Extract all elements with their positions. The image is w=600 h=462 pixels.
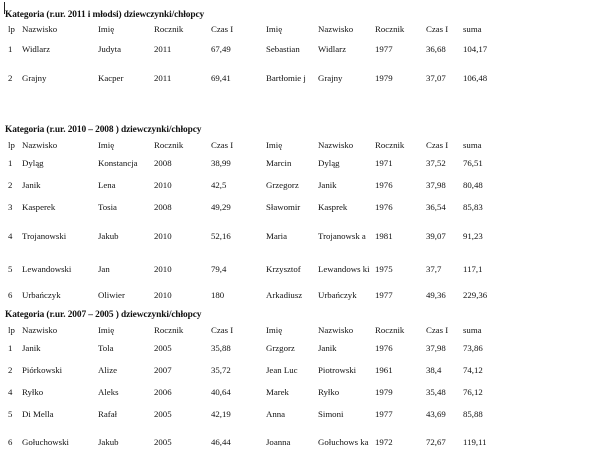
cell-rocznik: 2010	[154, 231, 172, 241]
header-imie-parent: Imię	[266, 324, 283, 335]
cell-czas-parent: 37,98	[426, 180, 446, 190]
cell-nazwisko-parent: Janik	[318, 180, 337, 190]
cell-rocznik: 2010	[154, 290, 172, 300]
cell-rocznik: 2011	[154, 73, 172, 83]
cell-imie-parent: Grzgorz	[266, 343, 295, 353]
cell-imie-parent: Anna	[266, 409, 286, 419]
table-row	[5, 174, 520, 196]
section-2-table	[5, 137, 520, 306]
cell-lp: 1	[8, 44, 13, 54]
cell-nazwisko: Urbańczyk	[22, 290, 61, 300]
cell-imie: Oliwier	[98, 290, 125, 300]
cell-nazwisko: Lewandowski	[22, 264, 72, 274]
cell-czas: 35,88	[211, 343, 231, 353]
cell-suma: 229,36	[463, 290, 488, 300]
cell-lp: 6	[8, 437, 13, 447]
cell-nazwisko: Kasperek	[22, 202, 56, 212]
cell-imie: Judyta	[98, 44, 121, 54]
header-czas-parent: Czas I	[426, 139, 449, 150]
cell-rocznik-parent: 1975	[375, 264, 393, 274]
cell-suma: 85,88	[463, 409, 483, 419]
cell-czas-parent: 38,4	[426, 365, 442, 375]
header-rocznik: Rocznik	[154, 324, 184, 335]
cell-rocznik: 2006	[154, 387, 172, 397]
header-nazwisko: Nazwisko	[22, 23, 58, 34]
cell-suma: 117,1	[463, 264, 483, 274]
cell-imie: Tola	[98, 343, 114, 353]
cell-rocznik-parent: 1977	[375, 44, 393, 54]
cell-nazwisko-parent: Simoni	[318, 409, 344, 419]
cell-rocznik-parent: 1976	[375, 180, 393, 190]
cell-czas-parent: 39,07	[426, 231, 446, 241]
cell-nazwisko: Janik	[22, 343, 41, 353]
section-3-table	[5, 322, 520, 459]
cell-suma: 91,23	[463, 231, 483, 241]
table-row	[5, 425, 520, 459]
cell-czas-parent: 37,98	[426, 343, 446, 353]
header-czas: Czas I	[211, 139, 234, 150]
header-nazwisko: Nazwisko	[22, 324, 58, 335]
cell-nazwisko: Di Mella	[22, 409, 54, 419]
cell-czas-parent: 49,36	[426, 290, 446, 300]
cell-imie: Tosia	[98, 202, 117, 212]
header-imie: Imię	[98, 23, 115, 34]
header-suma: suma	[463, 139, 482, 150]
header-imie-parent: Imię	[266, 139, 283, 150]
cell-rocznik-parent: 1979	[375, 387, 393, 397]
header-nazwisko-parent: Nazwisko	[318, 23, 354, 34]
cell-czas: 67,49	[211, 44, 231, 54]
cell-czas: 69,41	[211, 73, 231, 83]
cell-imie-parent: Sebastian	[266, 44, 300, 54]
cell-czas-parent: 37,52	[426, 158, 446, 168]
cell-rocznik-parent: 1977	[375, 409, 393, 419]
cell-czas-parent: 37,07	[426, 73, 446, 83]
cell-rocznik: 2010	[154, 264, 172, 274]
header-suma: suma	[463, 23, 482, 34]
cell-lp: 2	[8, 73, 13, 83]
header-czas-parent: Czas I	[426, 324, 449, 335]
cell-imie: Konstancja	[98, 158, 138, 168]
cell-lp: 2	[8, 365, 13, 375]
cell-lp: 2	[8, 180, 13, 190]
cell-imie-parent: Maria	[266, 231, 288, 241]
header-czas: Czas I	[211, 324, 234, 335]
table-header-row	[5, 21, 520, 36]
cell-imie: Rafał	[98, 409, 118, 419]
cell-czas: 38,99	[211, 158, 231, 168]
table-row	[5, 284, 520, 306]
cell-rocznik-parent: 1981	[375, 231, 393, 241]
cell-czas: 40,64	[211, 387, 231, 397]
cell-lp: 4	[8, 387, 13, 397]
cell-rocznik: 2008	[154, 158, 172, 168]
cell-suma: 76,51	[463, 158, 483, 168]
cell-suma: 76,12	[463, 387, 483, 397]
header-nazwisko-parent: Nazwisko	[318, 324, 354, 335]
cell-czas-parent: 43,69	[426, 409, 446, 419]
cell-imie-parent: Arkadiusz	[266, 290, 303, 300]
table-row	[5, 359, 520, 381]
cell-imie: Jakub	[98, 437, 119, 447]
cell-nazwisko-parent: Kasprek	[318, 202, 348, 212]
cell-lp: 4	[8, 231, 13, 241]
cell-nazwisko-parent: Ryłko	[318, 387, 340, 397]
header-rocznik: Rocznik	[154, 23, 184, 34]
cell-nazwisko: Widlarz	[22, 44, 50, 54]
cell-rocznik-parent: 1977	[375, 290, 393, 300]
cell-nazwisko-parent: Lewandows ki	[318, 264, 370, 274]
cell-lp: 5	[8, 409, 13, 419]
cell-czas-parent: 37,7	[426, 264, 442, 274]
cell-nazwisko: Ryłko	[22, 387, 44, 397]
header-rocznik: Rocznik	[154, 139, 184, 150]
cell-nazwisko-parent: Grajny	[318, 73, 343, 83]
cell-lp: 1	[8, 343, 13, 353]
cell-nazwisko: Dyląg	[22, 158, 44, 168]
cell-rocznik-parent: 1979	[375, 73, 393, 83]
cell-nazwisko-parent: Widlarz	[318, 44, 346, 54]
cell-czas: 49,29	[211, 202, 231, 212]
cell-lp: 6	[8, 290, 13, 300]
cell-nazwisko-parent: Gołuchows ka	[318, 437, 369, 447]
cell-czas-parent: 36,54	[426, 202, 446, 212]
header-lp: lp	[8, 23, 15, 34]
table-row	[5, 36, 520, 62]
cell-rocznik: 2010	[154, 180, 172, 190]
table-header-row	[5, 137, 520, 152]
header-lp: lp	[8, 324, 15, 335]
cell-lp: 5	[8, 264, 13, 274]
cell-nazwisko: Trojanowski	[22, 231, 67, 241]
table-row	[5, 381, 520, 403]
cell-nazwisko-parent: Urbańczyk	[318, 290, 357, 300]
cell-rocznik-parent: 1976	[375, 202, 393, 212]
header-imie: Imię	[98, 324, 115, 335]
header-rocznik-parent: Rocznik	[375, 324, 405, 335]
cell-czas: 52,16	[211, 231, 231, 241]
section-1-title: Kategoria (r.ur. 2011 i młodsi) dziewczynki/chłopcy	[5, 10, 205, 20]
cell-rocznik-parent: 1971	[375, 158, 393, 168]
cell-nazwisko: Gołuchowski	[22, 437, 69, 447]
cell-suma: 80,48	[463, 180, 483, 190]
cell-czas-parent: 72,67	[426, 437, 446, 447]
cell-czas: 46,44	[211, 437, 231, 447]
cell-imie-parent: Jean Luc	[266, 365, 298, 375]
header-nazwisko: Nazwisko	[22, 139, 58, 150]
cell-suma: 106,48	[463, 73, 488, 83]
cell-czas: 42,5	[211, 180, 227, 190]
cell-rocznik-parent: 1976	[375, 343, 393, 353]
cell-rocznik: 2011	[154, 44, 172, 54]
cell-czas-parent: 36,68	[426, 44, 446, 54]
header-imie: Imię	[98, 139, 115, 150]
cell-nazwisko: Piórkowski	[22, 365, 63, 375]
cell-rocznik-parent: 1961	[375, 365, 393, 375]
section-3-title: Kategoria (r.ur. 2007 – 2005 ) dziewczynki/chłopcy	[5, 310, 202, 320]
cell-imie: Alize	[98, 365, 118, 375]
cell-nazwisko: Grajny	[22, 73, 47, 83]
cell-imie: Jan	[98, 264, 110, 274]
table-row	[5, 218, 520, 254]
cell-imie: Lena	[98, 180, 116, 190]
header-lp: lp	[8, 139, 15, 150]
cell-lp: 1	[8, 158, 13, 168]
cell-nazwisko-parent: Janik	[318, 343, 337, 353]
cell-lp: 3	[8, 202, 13, 212]
table-row	[5, 62, 520, 94]
cell-imie-parent: Grzegorz	[266, 180, 299, 190]
cell-czas: 42,19	[211, 409, 231, 419]
cell-nazwisko-parent: Dyląg	[318, 158, 340, 168]
header-imie-parent: Imię	[266, 23, 283, 34]
header-rocznik-parent: Rocznik	[375, 139, 405, 150]
cell-rocznik: 2005	[154, 343, 172, 353]
cell-rocznik-parent: 1972	[375, 437, 393, 447]
header-czas: Czas I	[211, 23, 234, 34]
cell-rocznik: 2005	[154, 409, 172, 419]
cell-imie-parent: Sławomir	[266, 202, 301, 212]
header-suma: suma	[463, 324, 482, 335]
cell-imie-parent: Marek	[266, 387, 289, 397]
table-row	[5, 152, 520, 174]
cell-imie: Kacper	[98, 73, 124, 83]
header-rocznik-parent: Rocznik	[375, 23, 405, 34]
section-1-table	[5, 21, 520, 94]
cell-imie: Jakub	[98, 231, 119, 241]
cell-czas: 180	[211, 290, 225, 300]
table-row	[5, 196, 520, 218]
table-row	[5, 403, 520, 425]
cell-nazwisko-parent: Piotrowski	[318, 365, 357, 375]
cell-nazwisko-parent: Trojanowsk a	[318, 231, 366, 241]
table-header-row	[5, 322, 520, 337]
cell-rocznik: 2008	[154, 202, 172, 212]
cell-imie-parent: Bartłomie j	[266, 73, 306, 83]
cell-nazwisko: Janik	[22, 180, 41, 190]
cell-suma: 73,86	[463, 343, 483, 353]
cell-imie-parent: Krzysztof	[266, 264, 301, 274]
cell-rocznik: 2005	[154, 437, 172, 447]
cell-rocznik: 2007	[154, 365, 172, 375]
cell-suma: 119,11	[463, 437, 487, 447]
cell-czas: 35,72	[211, 365, 231, 375]
header-nazwisko-parent: Nazwisko	[318, 139, 354, 150]
section-2-title: Kategoria (r.ur. 2010 – 2008 ) dziewczynki/chłopcy	[5, 125, 202, 135]
cell-imie: Aleks	[98, 387, 119, 397]
cell-suma: 85,83	[463, 202, 483, 212]
header-czas-parent: Czas I	[426, 23, 449, 34]
cell-imie-parent: Marcin	[266, 158, 292, 168]
cell-suma: 74,12	[463, 365, 483, 375]
cell-imie-parent: Joanna	[266, 437, 291, 447]
cell-suma: 104,17	[463, 44, 488, 54]
table-row	[5, 337, 520, 359]
cell-czas-parent: 35,48	[426, 387, 446, 397]
table-row	[5, 254, 520, 284]
cell-czas: 79,4	[211, 264, 227, 274]
